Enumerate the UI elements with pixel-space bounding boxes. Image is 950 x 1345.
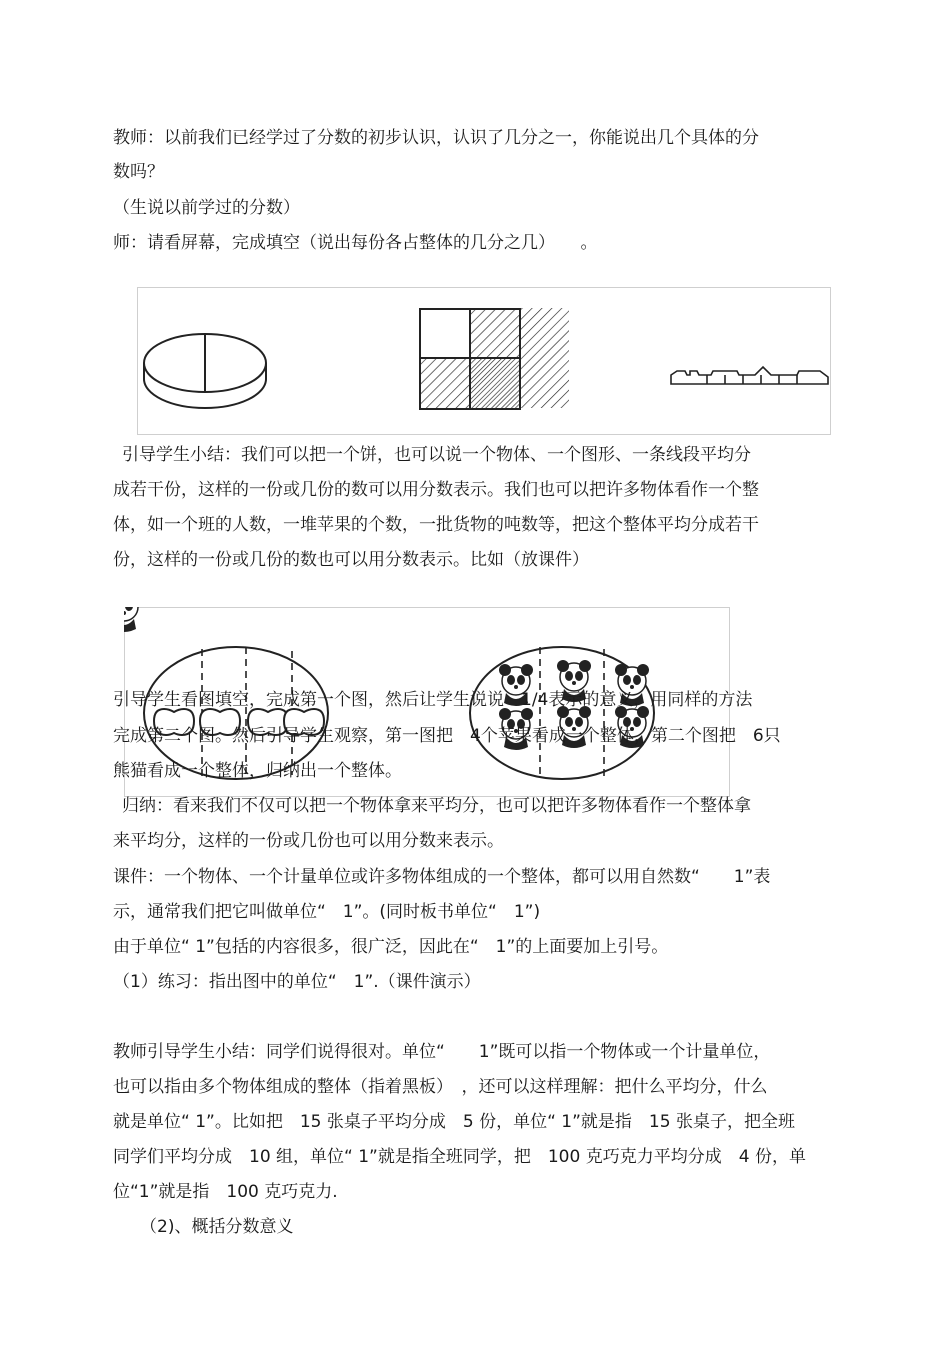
text-line: 位“1”就是指 100 克巧克力. (113, 1182, 338, 1202)
text-line: 由于单位“ 1”包括的内容很多，很广泛，因此在“ 1”的上面要加上引号。 (113, 937, 669, 957)
text-line: 引导学生小结：我们可以把一个饼，也可以说一个物体、一个图形、一条线段平均分 (122, 445, 751, 465)
square-grid-icon (418, 307, 522, 411)
text-line: （1）练习：指出图中的单位“ 1”.（课件演示） (113, 972, 481, 992)
text-line: 份，这样的一份或几份的数也可以用分数表示。比如（放课件） (113, 550, 589, 570)
text-line: 就是单位“ 1”。比如把 15 张桌子平均分成 5 份，单位“ 1”就是指 15 张桌子，把全班 (113, 1112, 795, 1132)
text-line: 同学们平均分成 10 组，单位“ 1”就是指全班同学，把 100 克巧克力平均分成 4 份，单 (113, 1147, 806, 1167)
text-line: 引导学生看图填空，完成第一个图，然后让学生说说 1/4表示的意义，用同样的方法 (113, 690, 753, 710)
text-line: 师：请看屏幕，完成填空（说出每份各占整体的几分之几） 。 (113, 233, 598, 253)
ruler-icon (671, 367, 828, 384)
text-line: 教师：以前我们已经学过了分数的初步认识，认识了几分之一，你能说出几个具体的分 (113, 128, 759, 148)
text-line: 熊猫看成一个整体，归纳出一个整体。 (113, 761, 402, 781)
cake-icon (144, 334, 266, 408)
text-line: 教师引导学生小结：同学们说得很对。单位“ 1”既可以指一个物体或一个计量单位， (113, 1042, 771, 1062)
text-line: （2)、概括分数意义 (140, 1217, 294, 1237)
text-line: 也可以指由多个物体组成的整体（指着黑板） ，还可以这样理解：把什么平均分，什么 (113, 1077, 768, 1097)
text-line: 成若干份，这样的一份或几份的数可以用分数表示。我们也可以把许多物体看作一个整 (113, 480, 759, 500)
panda-icon (124, 607, 141, 632)
text-line: 示，通常我们把它叫做单位“ 1”。(同时板书单位“ 1”) (113, 902, 541, 922)
text-line: 来平均分，这样的一份或几份也可以用分数来表示。 (113, 831, 504, 851)
text-line: 体，如一个班的人数，一堆苹果的个数，一批货物的吨数等，把这个整体平均分成若干 (113, 515, 759, 535)
text-line: 归纳：看来我们不仅可以把一个物体拿来平均分，也可以把许多物体看作一个整体拿 (122, 796, 751, 816)
text-line: 数吗？ (113, 162, 164, 182)
text-line: 完成第二个图。然后引导学生观察，第一图把 4个苹果看成一个整体，第二个图把 6只 (113, 726, 781, 746)
text-line: 课件：一个物体、一个计量单位或许多物体组成的一个整体，都可以用自然数“ 1”表 (113, 867, 771, 887)
text-line: （生说以前学过的分数） (113, 198, 300, 218)
